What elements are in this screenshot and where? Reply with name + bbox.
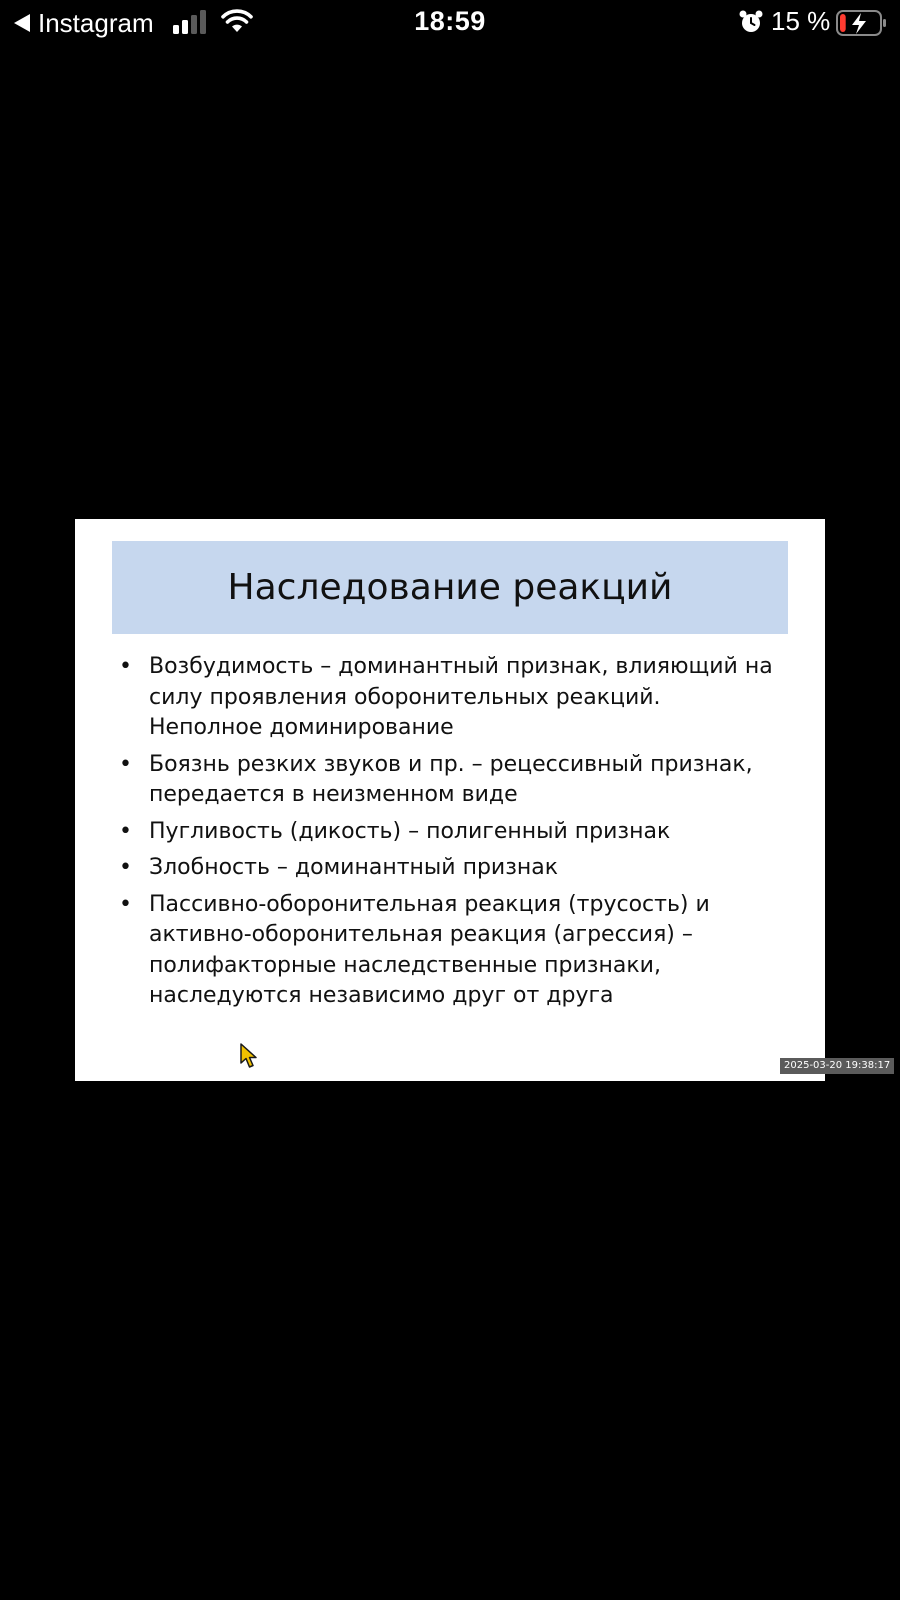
bullet-text: Возбудимость – доминантный признак, влияющий на силу проявления оборонительных реакций. Неполное доминирование	[149, 654, 773, 740]
alarm-icon	[738, 9, 764, 35]
status-time: 18:59	[414, 6, 486, 36]
slide-title-bar	[112, 541, 788, 634]
bullet-text: Пассивно-оборонительная реакция (трусость) и активно-оборонительная реакция (агрессия) – полифакторные наследственные признаки, наследуются независимо друг от друга	[149, 891, 710, 1008]
presentation-slide	[75, 519, 825, 1081]
bullet-glyph: •	[119, 751, 132, 777]
bullet-glyph: •	[119, 654, 132, 679]
list-item	[113, 652, 773, 744]
slide-bullet-list	[113, 652, 773, 1018]
list-item	[113, 853, 773, 884]
bullet-glyph: •	[119, 818, 132, 844]
recording-timestamp: 2025-03-20 19:38:17	[780, 1058, 894, 1074]
bullet-text: Боязнь резких звуков и пр. – рецессивный признак, передается в неизменном виде	[149, 751, 753, 807]
status-bar	[0, 0, 900, 46]
mouse-cursor-icon	[240, 1043, 258, 1069]
battery-percentage: 15 %	[771, 6, 831, 36]
bullet-text: Злобность – доминантный признак	[149, 855, 559, 880]
back-app-label: Instagram	[38, 7, 154, 38]
bullet-glyph: •	[119, 855, 132, 880]
list-item	[113, 750, 773, 811]
bullet-glyph: •	[119, 891, 132, 917]
bullet-text: Пугливость (дикость) – полигенный признак	[149, 818, 671, 844]
battery-charging-icon	[836, 9, 888, 37]
slide-title: Наследование реакций	[227, 567, 673, 608]
list-item	[113, 817, 773, 848]
list-item	[113, 890, 773, 1012]
